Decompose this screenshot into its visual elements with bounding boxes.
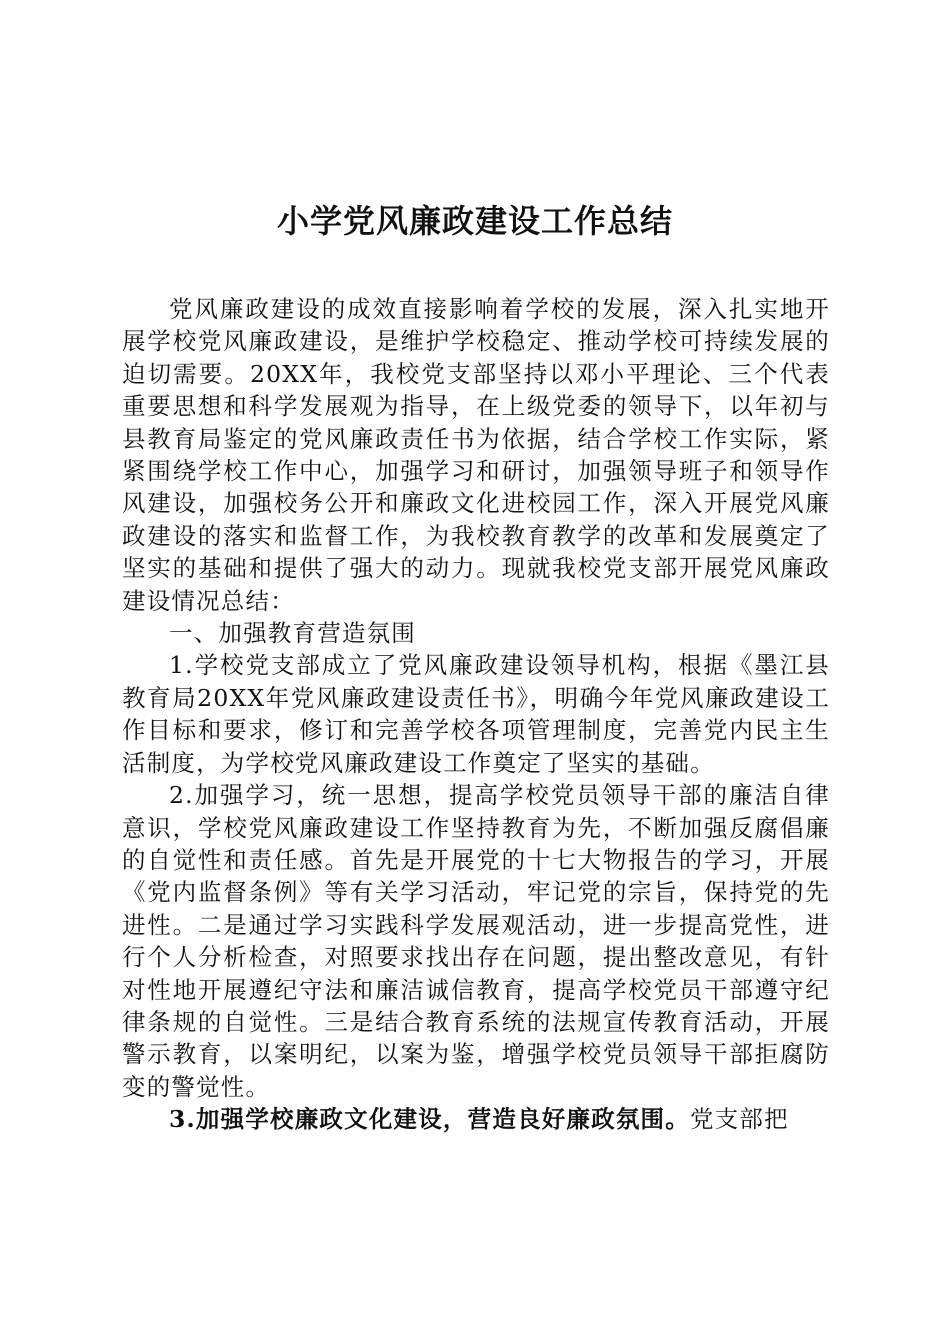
item-3-lead: 3.加强学校廉政文化建设，营造良好廉政氛围。 bbox=[169, 1105, 690, 1134]
document-body bbox=[122, 293, 830, 1136]
paragraph-item-3 bbox=[122, 1103, 830, 1135]
paragraph-item-2: 2.加强学习，统一思想，提高学校党员领导干部的廉洁自律意识，学校党风廉政建设工作坚持教育为先，不断加强反腐倡廉的自觉性和责任感。首先是开展党的十七大物报告的学习，开展《党内监督条例》等有关学习活动，牢记党的宗旨，保持党的先进性。二是通过学习实践科学发展观活动，进一步提高党性，进行个人分析检查，对照要求找出存在问题，提出整改意见，有针对性地开展遵纪守法和廉洁诚信教育，提高学校党员干部遵守纪律条规的自觉性。三是结合教育系统的法规宣传教育活动，开展警示教育，以案明纪，以案为鉴，增强学校党员领导干部拒腐防变的警觉性。 bbox=[122, 781, 830, 1101]
paragraph-item-1: 1.学校党支部成立了党风廉政建设领导机构，根据《墨江县教育局20XX年党风廉政建设责任书》，明确今年党风廉政建设工作目标和要求，修订和完善学校各项管理制度，完善党内民主生活制度，为学校党风廉政建设工作奠定了坚实的基础。 bbox=[122, 651, 830, 777]
document-title: 小学党风廉政建设工作总结 bbox=[276, 202, 673, 240]
intro-paragraph: 党风廉政建设的成效直接影响着学校的发展，深入扎实地开展学校党风廉政建设，是维护学校稳定、推动学校可持续发展的迫切需要。20XX年，我校党支部坚持以邓小平理论、三个代表重要思想和科学发展观为指导，在上级党委的领导下，以年初与县教育局鉴定的党风廉政责任书为依据，结合学校工作实际，紧紧围绕学校工作中心，加强学习和研讨，加强领导班子和领导作风建设，加强校务公开和廉政文化进校园工作，深入开展党风廉政建设的落实和监督工作，为我校教育教学的改革和发展奠定了坚实的基础和提供了强大的动力。现就我校党支部开展党风廉政建设情况总结： bbox=[122, 295, 830, 615]
item-3-text: 党支部把 bbox=[689, 1105, 789, 1134]
section-heading-1: 一、加强教育营造氛围 bbox=[169, 619, 416, 648]
